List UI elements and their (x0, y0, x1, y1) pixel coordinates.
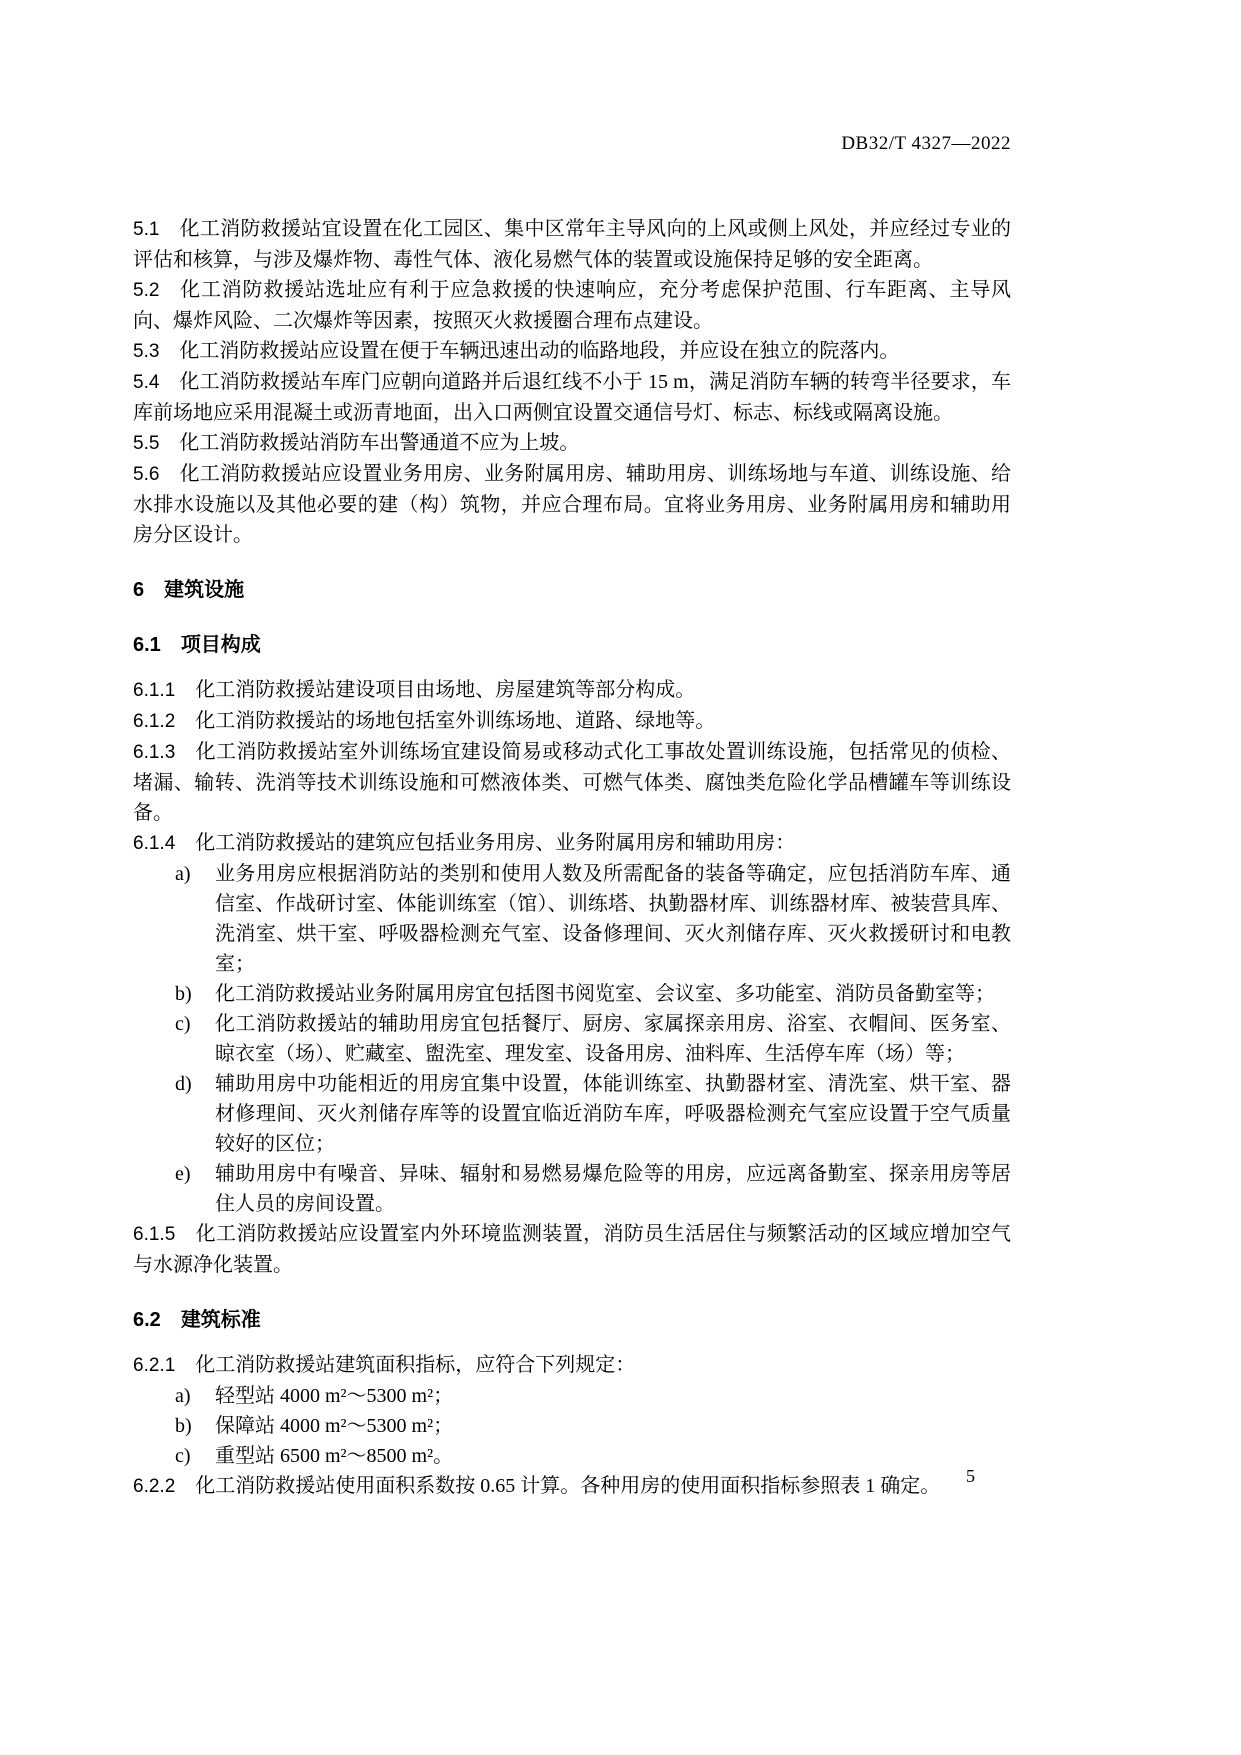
section-heading-6-2 (133, 1305, 1011, 1335)
clause-number: 5.1 (133, 219, 160, 240)
heading-title: 建筑标准 (180, 1309, 261, 1331)
list-text: 轻型站 4000 m²～5300 m²； (215, 1385, 454, 1407)
clause-6-1-5 (133, 1219, 1011, 1280)
list-item-b2 (133, 1411, 1011, 1441)
clause-number: 6.1.5 (133, 1224, 176, 1245)
heading-title: 建筑设施 (164, 579, 245, 601)
heading-title: 项目构成 (180, 634, 261, 656)
clause-number: 6.2.2 (133, 1476, 176, 1497)
clause-number: 5.5 (133, 433, 160, 454)
list-marker: a) (175, 1385, 191, 1407)
list-marker: e) (175, 1163, 191, 1185)
clause-text: 化工消防救援站的建筑应包括业务用房、业务附属用房和辅助用房： (195, 832, 796, 854)
clause-text: 化工消防救援站宜设置在化工园区、集中区常年主导风向的上风或侧上风处，并应经过专业的评估和核算，与涉及爆炸物、毒性气体、液化易燃气体的装置或设施保持足够的安全距离。 (133, 218, 1011, 271)
list-marker: a) (175, 863, 191, 885)
clause-number: 6.1.1 (133, 680, 176, 701)
clause-6-1-3 (133, 737, 1011, 828)
clause-text: 化工消防救援站选址应有利于应急救援的快速响应，充分考虑保护范围、行车距离、主导风向、爆炸风险、二次爆炸等因素，按照灭火救援圈合理布点建设。 (133, 279, 1011, 332)
clause-5-4 (133, 367, 1011, 428)
list-marker: c) (175, 1013, 191, 1035)
list-text: 重型站 6500 m²～8500 m²。 (215, 1445, 454, 1467)
clause-text: 化工消防救援站车库门应朝向道路并后退红线不小于 15 m，满足消防车辆的转弯半径要求，车库前场地应采用混凝土或沥青地面，出入口两侧宜设置交通信号灯、标志、标线或隔离设施。 (133, 371, 1011, 424)
list-item-b (133, 979, 1011, 1009)
clause-5-6 (133, 459, 1011, 550)
clause-text: 化工消防救援站建设项目由场地、房屋建筑等部分构成。 (195, 679, 696, 701)
clause-number: 6.1.2 (133, 711, 176, 732)
list-item-c2 (133, 1441, 1011, 1471)
clause-number: 6.1.4 (133, 833, 176, 854)
list-text: 化工消防救援站业务附属用房宜包括图书阅览室、会议室、多功能室、消防员备勤室等； (215, 983, 995, 1005)
page-number: 5 (966, 1466, 975, 1486)
list-marker: b) (175, 1415, 192, 1437)
clause-6-2-1 (133, 1350, 1011, 1381)
list-item-e (133, 1159, 1011, 1219)
list-marker: d) (175, 1073, 192, 1095)
list-marker: c) (175, 1445, 191, 1467)
clause-5-3 (133, 336, 1011, 367)
doc-number: DB32/T 4327—2022 (841, 133, 1011, 154)
list-text: 辅助用房中功能相近的用房宜集中设置，体能训练室、执勤器材室、清洗室、烘干室、器材修理间、灭火剂储存库等的设置宜临近消防车库，呼吸器检测充气室应设置于空气质量较好的区位； (215, 1073, 1011, 1155)
clause-text: 化工消防救援站应设置室内外环境监测装置，消防员生活居住与频繁活动的区域应增加空气与水源净化装置。 (133, 1223, 1011, 1276)
clause-text: 化工消防救援站室外训练场宜建设简易或移动式化工事故处置训练设施，包括常见的侦检、堵漏、输转、洗消等技术训练设施和可燃液体类、可燃气体类、腐蚀类危险化学品槽罐车等训练设备。 (133, 741, 1011, 824)
document-body (133, 214, 1011, 1502)
clause-text: 化工消防救援站应设置业务用房、业务附属用房、辅助用房、训练场地与车道、训练设施、给水排水设施以及其他必要的建（构）筑物，并应合理布局。宜将业务用房、业务附属用房和辅助用房分区设计。 (133, 463, 1011, 546)
list-text: 化工消防救援站的辅助用房宜包括餐厅、厨房、家属探亲用房、浴室、衣帽间、医务室、晾衣室（场）、贮藏室、盥洗室、理发室、设备用房、油料库、生活停车库（场）等； (215, 1013, 1011, 1065)
clause-number: 6.1.3 (133, 742, 176, 763)
list-text: 业务用房应根据消防站的类别和使用人数及所需配备的装备等确定，应包括消防车库、通信室、作战研讨室、体能训练室（馆）、训练塔、执勤器材库、训练器材库、被装营具库、洗消室、烘干室、呼吸器检测充气室、设备修理间、灭火剂储存库、灭火救援研讨和电教室； (215, 863, 1011, 975)
list-marker: b) (175, 983, 192, 1005)
heading-number: 6 (133, 579, 145, 601)
clause-number: 5.4 (133, 372, 160, 393)
clause-6-1-1 (133, 675, 1011, 706)
clause-number: 5.3 (133, 341, 160, 362)
clause-number: 5.2 (133, 280, 160, 301)
heading-number: 6.1 (133, 634, 161, 656)
clause-number: 6.2.1 (133, 1355, 176, 1376)
list-text: 保障站 4000 m²～5300 m²； (215, 1415, 454, 1437)
clause-5-2 (133, 275, 1011, 336)
clause-text: 化工消防救援站消防车出警通道不应为上坡。 (179, 432, 580, 454)
clause-text: 化工消防救援站使用面积系数按 0.65 计算。各种用房的使用面积指标参照表 1 确定。 (195, 1475, 941, 1497)
list-item-d (133, 1069, 1011, 1159)
list-item-a2 (133, 1381, 1011, 1411)
clause-number: 5.6 (133, 464, 160, 485)
section-heading-6 (133, 575, 1011, 605)
clause-5-5 (133, 428, 1011, 459)
clause-text: 化工消防救援站的场地包括室外训练场地、道路、绿地等。 (195, 710, 716, 732)
clause-6-2-2 (133, 1471, 1011, 1502)
clause-text: 化工消防救援站应设置在便于车辆迅速出动的临路地段，并应设在独立的院落内。 (179, 340, 900, 362)
section-heading-6-1 (133, 630, 1011, 660)
heading-number: 6.2 (133, 1309, 161, 1331)
clause-6-1-4 (133, 828, 1011, 859)
clause-5-1 (133, 214, 1011, 275)
clause-text: 化工消防救援站建筑面积指标，应符合下列规定： (195, 1354, 636, 1376)
list-text: 辅助用房中有噪音、异味、辐射和易燃易爆危险等的用房，应远离备勤室、探亲用房等居住人员的房间设置。 (215, 1163, 1011, 1215)
clause-6-1-2 (133, 706, 1011, 737)
list-item-a (133, 859, 1011, 979)
list-item-c (133, 1009, 1011, 1069)
